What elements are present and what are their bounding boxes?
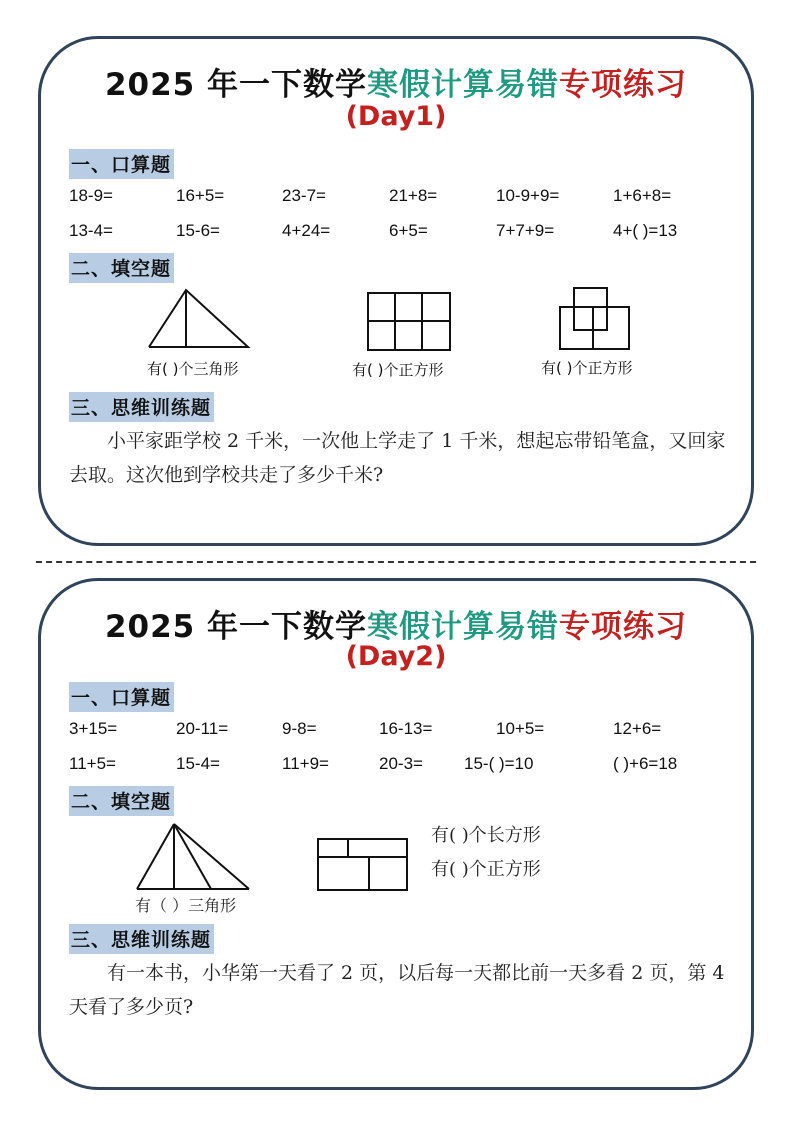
calc-item: 20-11= xyxy=(176,719,229,738)
worksheet-day2 xyxy=(38,578,754,1090)
calc-item: 18-9= xyxy=(69,186,113,205)
calc-item: 10+5= xyxy=(496,719,545,738)
calc-item: 6+5= xyxy=(389,221,428,240)
section-heading-fill: 二、填空题 xyxy=(69,786,174,816)
title-red-part: 专项练习 xyxy=(559,609,688,645)
triangle-split-figure xyxy=(146,287,251,351)
worksheet-day1 xyxy=(38,36,754,546)
calc-item: 11+9= xyxy=(282,754,329,773)
calc-row xyxy=(69,186,729,208)
worksheet-title xyxy=(41,59,751,104)
calc-item: ( )+6=18 xyxy=(613,754,678,773)
figure-label: 有（ ）三角形 xyxy=(135,896,237,915)
calc-item: 4+24= xyxy=(282,221,331,240)
title-teal-part: 寒假计算易错 xyxy=(367,609,560,645)
calc-row xyxy=(69,221,729,243)
calc-item: 21+8= xyxy=(389,186,438,205)
problem-text: 有一本书，小华第一天看了 2 页，以后每一天都比前一天多看 2 页，第 4 天看了多少页? xyxy=(69,962,725,1018)
rectangle-count-label: 有( )个长方形 xyxy=(431,825,541,846)
worksheet-title xyxy=(41,601,751,646)
calc-row xyxy=(69,754,729,776)
title-black-part: 2025 年一下数学 xyxy=(104,609,368,645)
calc-item: 13-4= xyxy=(69,221,113,240)
day-label: (Day2) xyxy=(345,641,447,672)
title-teal-part: 寒假计算易错 xyxy=(367,67,560,103)
calc-item: 9-8= xyxy=(282,719,317,738)
calc-item: 16-13= xyxy=(379,719,433,738)
calc-item: 23-7= xyxy=(282,186,326,205)
figure-label: 有( )个三角形 xyxy=(147,360,239,378)
figure-label: 有( )个正方形 xyxy=(352,361,444,379)
calc-item: 15-4= xyxy=(176,754,220,773)
day-label: (Day1) xyxy=(345,101,447,132)
section-heading-oral: 一、口算题 xyxy=(69,149,174,179)
overlapping-squares-figure xyxy=(558,286,632,352)
calc-item: 12+6= xyxy=(613,719,662,738)
figure-label: 有( )个正方形 xyxy=(541,359,633,377)
calc-item: 7+7+9= xyxy=(496,221,555,240)
calc-item: 3+15= xyxy=(69,719,118,738)
calc-item: 15-( )=10 xyxy=(464,754,534,773)
section-heading-oral: 一、口算题 xyxy=(69,682,174,712)
calc-item: 4+( )=13 xyxy=(613,221,678,240)
section-heading-thinking: 三、思维训练题 xyxy=(69,924,214,954)
grid-2x3-figure xyxy=(366,291,452,353)
calc-item: 15-6= xyxy=(176,221,220,240)
calc-row xyxy=(69,719,729,741)
title-black-part: 2025 年一下数学 xyxy=(104,67,368,103)
calc-item: 10-9+9= xyxy=(496,186,560,205)
rectangle-partition-figure xyxy=(316,837,410,893)
calc-item: 20-3= xyxy=(379,754,423,773)
problem-text: 小平家距学校 2 千米，一次他上学走了 1 千米，想起忘带铅笔盒，又回家去取。这次他到学校共走了多少千米? xyxy=(69,430,726,486)
calc-item: 1+6+8= xyxy=(613,186,672,205)
calc-item: 16+5= xyxy=(176,186,225,205)
triangle-fan-figure xyxy=(134,821,252,893)
dashed-divider xyxy=(36,561,756,563)
title-red-part: 专项练习 xyxy=(559,67,688,103)
section-heading-thinking: 三、思维训练题 xyxy=(69,392,214,422)
section-heading-fill: 二、填空题 xyxy=(69,253,174,283)
calc-item: 11+5= xyxy=(69,754,116,773)
square-count-label: 有( )个正方形 xyxy=(431,859,541,880)
